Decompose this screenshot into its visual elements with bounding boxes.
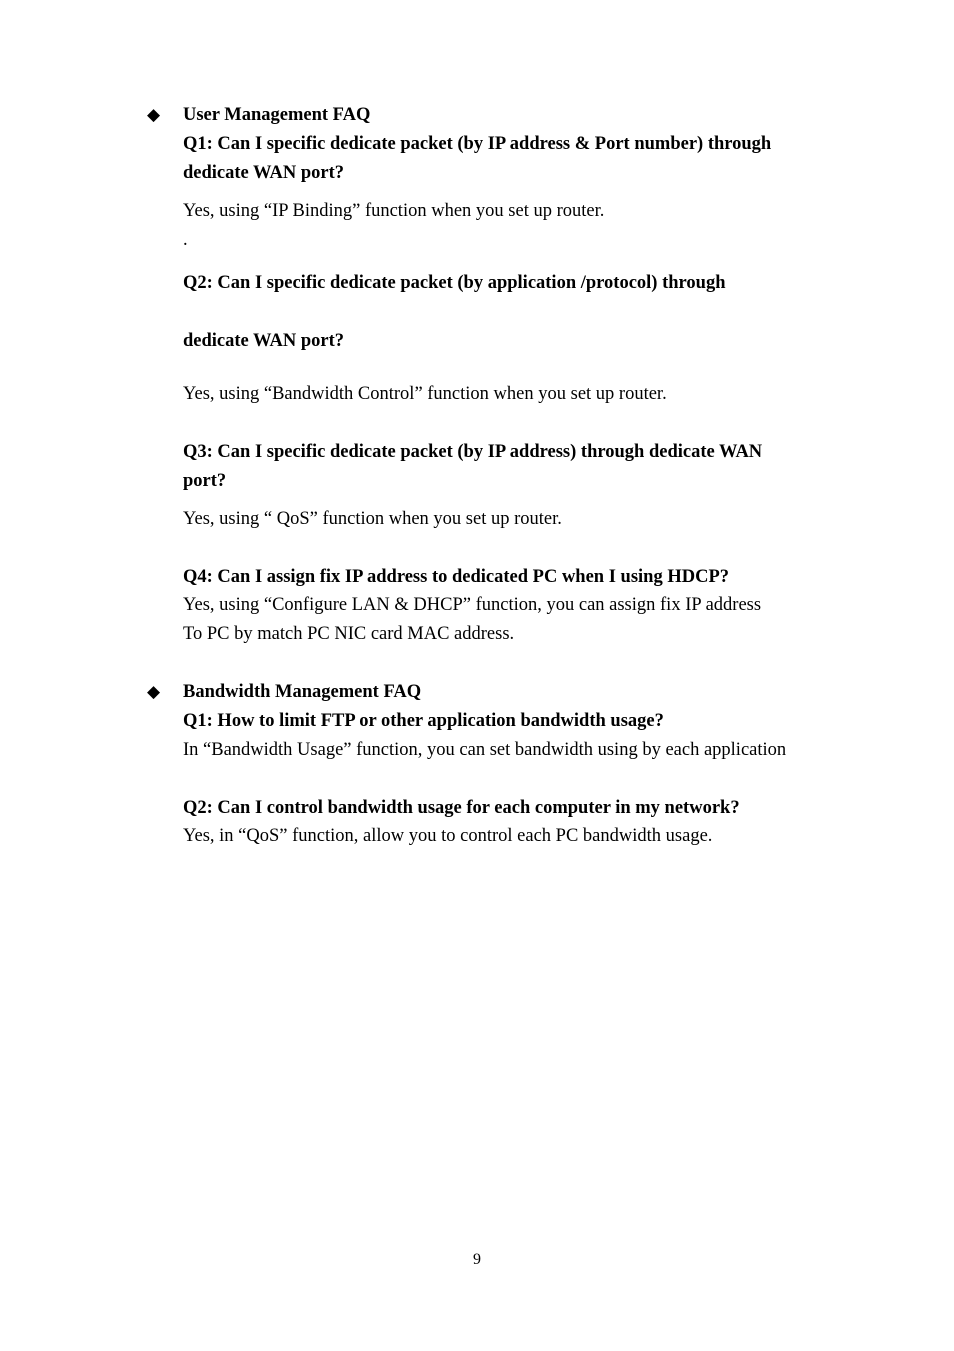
bullet-diamond-icon: ◆ bbox=[147, 105, 161, 124]
question-text: Q1: How to limit FTP or other application bandwidth usage? bbox=[183, 711, 664, 731]
answer-text: Yes, using “Configure LAN & DHCP” function, you can assign fix IP address bbox=[183, 595, 762, 615]
answer-text: Yes, using “IP Binding” function when you set up router. bbox=[183, 201, 605, 221]
answer-text: . bbox=[183, 230, 188, 250]
question-text: Q2: Can I control bandwidth usage for each computer in my network? bbox=[183, 798, 740, 818]
question-text: dedicate WAN port? bbox=[183, 163, 345, 183]
bullet-diamond-icon: ◆ bbox=[147, 682, 161, 701]
question-text: dedicate WAN port? bbox=[183, 331, 345, 351]
question-text: Q3: Can I specific dedicate packet (by IP address) through dedicate WAN bbox=[183, 442, 763, 462]
answer-text: In “Bandwidth Usage” function, you can set bandwidth using by each application bbox=[183, 740, 787, 760]
question-text: port? bbox=[183, 471, 227, 491]
section-heading: Bandwidth Management FAQ bbox=[183, 682, 422, 702]
question-text: Q1: Can I specific dedicate packet (by IP address & Port number) through bbox=[183, 134, 772, 154]
answer-text: Yes, using “Bandwidth Control” function when you set up router. bbox=[183, 384, 667, 404]
answer-text: Yes, in “QoS” function, allow you to control each PC bandwidth usage. bbox=[183, 826, 713, 846]
answer-text: Yes, using “ QoS” function when you set up router. bbox=[183, 509, 562, 529]
question-text: Q2: Can I specific dedicate packet (by application /protocol) through bbox=[183, 273, 726, 293]
question-text: Q4: Can I assign fix IP address to dedicated PC when I using HDCP? bbox=[183, 567, 729, 587]
answer-text: To PC by match PC NIC card MAC address. bbox=[183, 624, 515, 644]
section-heading: User Management FAQ bbox=[183, 105, 371, 125]
page-number: 9 bbox=[473, 1251, 481, 1268]
